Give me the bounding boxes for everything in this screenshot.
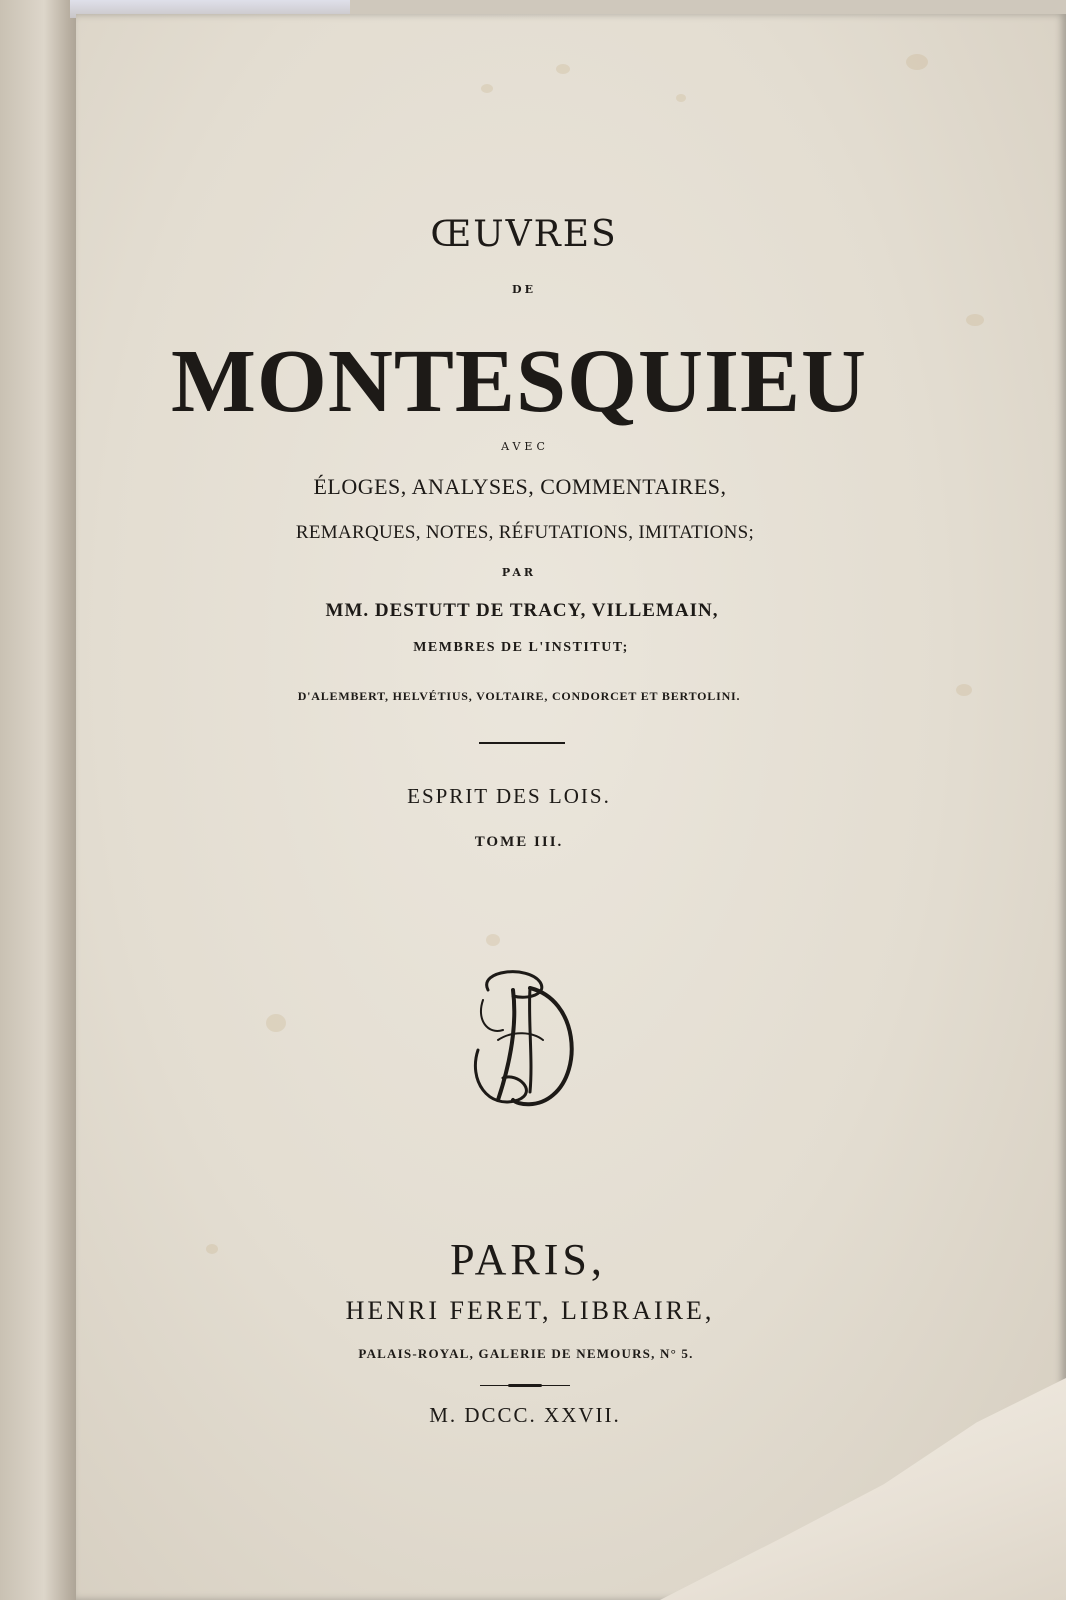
editors-line-2: MEMBRES DE L'INSTITUT; [413, 640, 629, 655]
editors-line-1: MM. DESTUTT DE TRACY, VILLEMAIN, [325, 600, 719, 621]
de-label: DE [512, 283, 536, 296]
contents-line-1: ÉLOGES, ANALYSES, COMMENTAIRES, [313, 474, 727, 499]
year-label: M. DCCC. XXVII. [429, 1403, 621, 1427]
author-title: MONTESQUIEU [170, 332, 868, 431]
par-label: PAR [501, 566, 537, 579]
contents-line-2: REMARQUES, NOTES, RÉFUTATIONS, IMITATIONS; [295, 522, 755, 543]
address-label: PALAIS-ROYAL, GALERIE DE NEMOURS, N° 5. [358, 1346, 694, 1361]
hf-monogram-icon [458, 960, 588, 1120]
editors-line-3: D'ALEMBERT, HELVÉTIUS, VOLTAIRE, CONDORCET ET BERTOLINI. [297, 689, 741, 703]
avec-label: AVEC [501, 440, 549, 453]
oeuvres-heading: ŒUVRES [430, 214, 618, 255]
divider-rule [479, 742, 565, 744]
volume-label: TOME III. [474, 834, 564, 850]
publisher-label: HENRI FERET, LIBRAIRE, [345, 1296, 715, 1325]
work-title: ESPRIT DES LOIS. [407, 784, 611, 808]
ornament-center [508, 1384, 542, 1387]
city-label: PARIS, [450, 1235, 606, 1284]
